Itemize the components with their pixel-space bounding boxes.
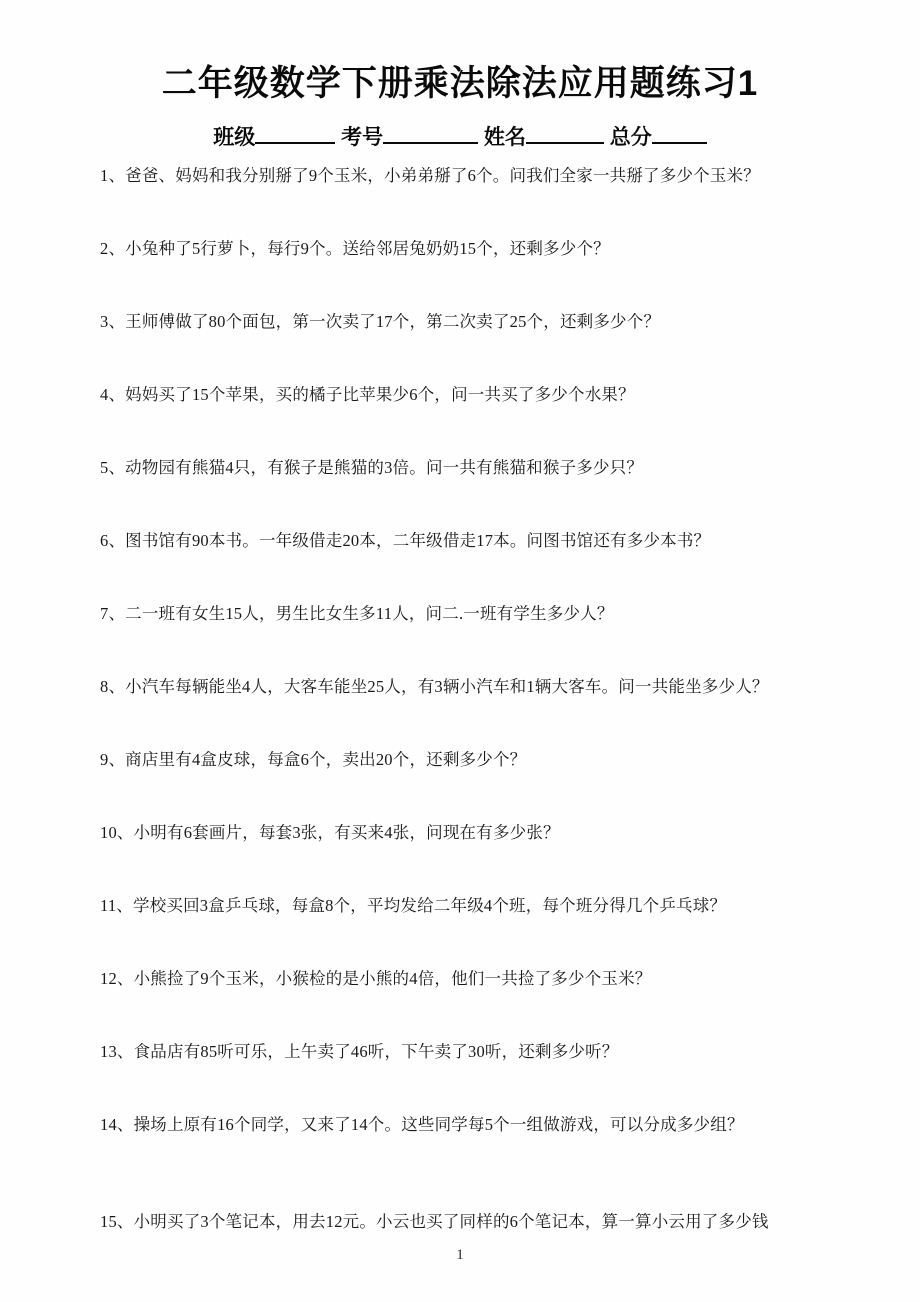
header-field bbox=[610, 122, 707, 153]
problem-item: 4、妈妈买了15个苹果，买的橘子比苹果少6个，问一共买了多少个水果？ bbox=[100, 385, 635, 404]
fill-in-blank-line bbox=[255, 122, 335, 144]
page-title: 二年级数学下册乘法除法应用题练习1 bbox=[161, 64, 759, 103]
header-field-label: 班级 bbox=[213, 126, 256, 149]
problem-item: 5、动物园有熊猫4只，有猴子是熊猫的3倍。问一共有熊猫和猴子多少只？ bbox=[100, 458, 644, 477]
header-field bbox=[484, 122, 604, 153]
problem-item: 12、小熊捡了9个玉米，小猴检的是小熊的4倍，他们一共捡了多少个玉米？ bbox=[100, 969, 652, 988]
page-number: 1 bbox=[456, 1247, 464, 1263]
problem-item: 14、操场上原有16个同学，又来了14个。这些同学每5个一组做游戏，可以分成多少组？ bbox=[100, 1115, 744, 1134]
problem-item: 11、学校买回3盒乒乓球，每盒8个，平均发给二年级4个班，每个班分得几个乒乓球？ bbox=[100, 896, 727, 915]
fill-in-blank-line bbox=[526, 122, 604, 144]
problem-item: 2、小兔种了5行萝卜，每行9个。送给邻居兔奶奶15个，还剩多少个？ bbox=[100, 239, 610, 258]
problem-item: 15、小明买了3个笔记本，用去12元。小云也买了同样的6个笔记本，算一算小云用了多少钱 bbox=[100, 1212, 769, 1231]
problem-item: 10、小明有6套画片，每套3张，有买来4张，问现在有多少张？ bbox=[100, 823, 560, 842]
problem-list bbox=[0, 167, 920, 1230]
problem-item: 13、食品店有85听可乐，上午卖了46听，下午卖了30听，还剩多少听？ bbox=[100, 1042, 619, 1061]
problem-item: 6、图书馆有90本书。一年级借走20本，二年级借走17本。问图书馆还有多少本书？ bbox=[100, 531, 711, 550]
problem-item: 1、爸爸、妈妈和我分别掰了9个玉米，小弟弟掰了6个。问我们全家一共掰了多少个玉米？ bbox=[100, 166, 760, 185]
problem-item: 7、二一班有女生15人，男生比女生多11人，问二.一班有学生多少人？ bbox=[100, 604, 614, 623]
header-field bbox=[341, 122, 478, 153]
header-field-label: 姓名 bbox=[483, 126, 526, 149]
problem-item: 9、商店里有4盒皮球，每盒6个，卖出20个，还剩多少个？ bbox=[100, 750, 527, 769]
fill-in-blank-line bbox=[652, 122, 707, 144]
student-info-row bbox=[0, 122, 920, 153]
header-field-label: 考号 bbox=[341, 126, 384, 149]
fill-in-blank-line bbox=[383, 122, 478, 144]
header-field bbox=[213, 122, 335, 153]
problem-item: 3、王师傅做了80个面包，第一次卖了17个，第二次卖了25个，还剩多少个？ bbox=[100, 312, 661, 331]
header-field-label: 总分 bbox=[609, 126, 652, 149]
problem-item: 8、小汽车每辆能坐4人，大客车能坐25人，有3辆小汽车和1辆大客车。问一共能坐多少人？ bbox=[100, 677, 769, 696]
